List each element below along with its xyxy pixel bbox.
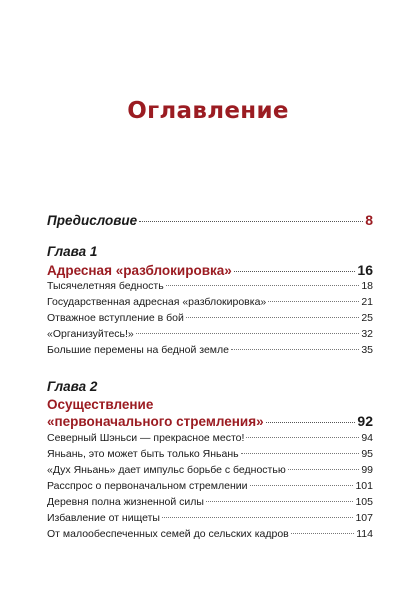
toc-entry-label: «Организуйтесь!» <box>47 328 134 340</box>
toc-entry[interactable] <box>47 327 373 341</box>
toc-entry-label: Тысячелетняя бедность <box>47 280 164 292</box>
toc-section-page: 92 <box>357 413 373 429</box>
chapter-heading: Глава 1 <box>47 244 98 259</box>
leader-dots <box>234 271 356 272</box>
toc-entry-page: 101 <box>355 480 373 492</box>
toc-entry[interactable] <box>47 447 373 461</box>
toc-section-label: Адресная «разблокировка» <box>47 263 232 278</box>
toc-entry-page: 107 <box>355 512 373 524</box>
leader-dots <box>162 517 354 518</box>
toc-entry[interactable] <box>47 343 373 357</box>
toc-entry-label: Избавление от нищеты <box>47 512 160 524</box>
toc-entry-label: Предисловие <box>47 213 138 228</box>
toc-entry[interactable] <box>47 431 373 445</box>
toc-entry-page: 114 <box>356 528 373 540</box>
leader-dots <box>268 301 359 302</box>
toc-entry-page: 95 <box>361 448 373 460</box>
toc-entry-page: 25 <box>361 312 373 324</box>
toc-section-entry[interactable] <box>47 413 373 430</box>
leader-dots <box>241 453 360 454</box>
toc-entry[interactable] <box>47 495 373 509</box>
toc-section-label: «первоначального стремления» <box>47 414 264 429</box>
toc-entry-page: 35 <box>361 344 373 356</box>
toc-entry[interactable] <box>47 511 373 525</box>
leader-dots <box>139 221 363 222</box>
toc-entry-page: 105 <box>355 496 373 508</box>
leader-dots <box>231 349 359 350</box>
toc-entry[interactable] <box>47 479 373 493</box>
toc-entry-label: Северный Шэньси — прекрасное место! <box>47 432 245 444</box>
toc-entry-page: 94 <box>361 432 373 444</box>
leader-dots <box>246 437 359 438</box>
leader-dots <box>136 333 360 334</box>
toc-entry-page: 99 <box>361 464 373 476</box>
toc-entry[interactable] <box>47 295 373 309</box>
leader-dots <box>266 422 356 423</box>
toc-section-entry[interactable] <box>47 262 373 279</box>
toc-entry-page: 32 <box>361 328 373 340</box>
leader-dots <box>250 485 354 486</box>
toc-entry-label: Государственная адресная «разблокировка» <box>47 296 267 308</box>
toc-entry-label: Большие перемены на бедной земле <box>47 344 229 356</box>
toc-entry[interactable] <box>47 463 373 477</box>
toc-entry-label: Яньань, это может быть только Яньань <box>47 448 239 460</box>
toc-entry-page: 21 <box>361 296 373 308</box>
toc-entry-label: «Дух Яньань» дает импульс борьбе с бедностью <box>47 464 286 476</box>
toc-entry-label: Деревня полна жизненной силы <box>47 496 204 508</box>
toc-section-label-line1: Осуществление <box>47 397 154 412</box>
toc-entry[interactable] <box>47 279 373 293</box>
toc-entry-label: Расспрос о первоначальном стремлении <box>47 480 248 492</box>
leader-dots <box>288 469 360 470</box>
page-title: Оглавление <box>127 98 289 124</box>
toc-entry-label: От малообеспеченных семей до сельских кадров <box>47 528 289 540</box>
toc-section-page: 16 <box>357 262 373 278</box>
leader-dots <box>186 317 359 318</box>
toc-entry-page: 8 <box>365 212 373 228</box>
chapter-heading: Глава 2 <box>47 379 98 394</box>
leader-dots <box>291 533 355 534</box>
leader-dots <box>166 285 360 286</box>
toc-entry[interactable] <box>47 311 373 325</box>
toc-entry-preface[interactable] <box>47 212 373 229</box>
toc-entry-page: 18 <box>361 280 373 292</box>
toc-entry-label: Отважное вступление в бой <box>47 312 184 324</box>
toc-entry[interactable] <box>47 527 373 541</box>
leader-dots <box>206 501 354 502</box>
